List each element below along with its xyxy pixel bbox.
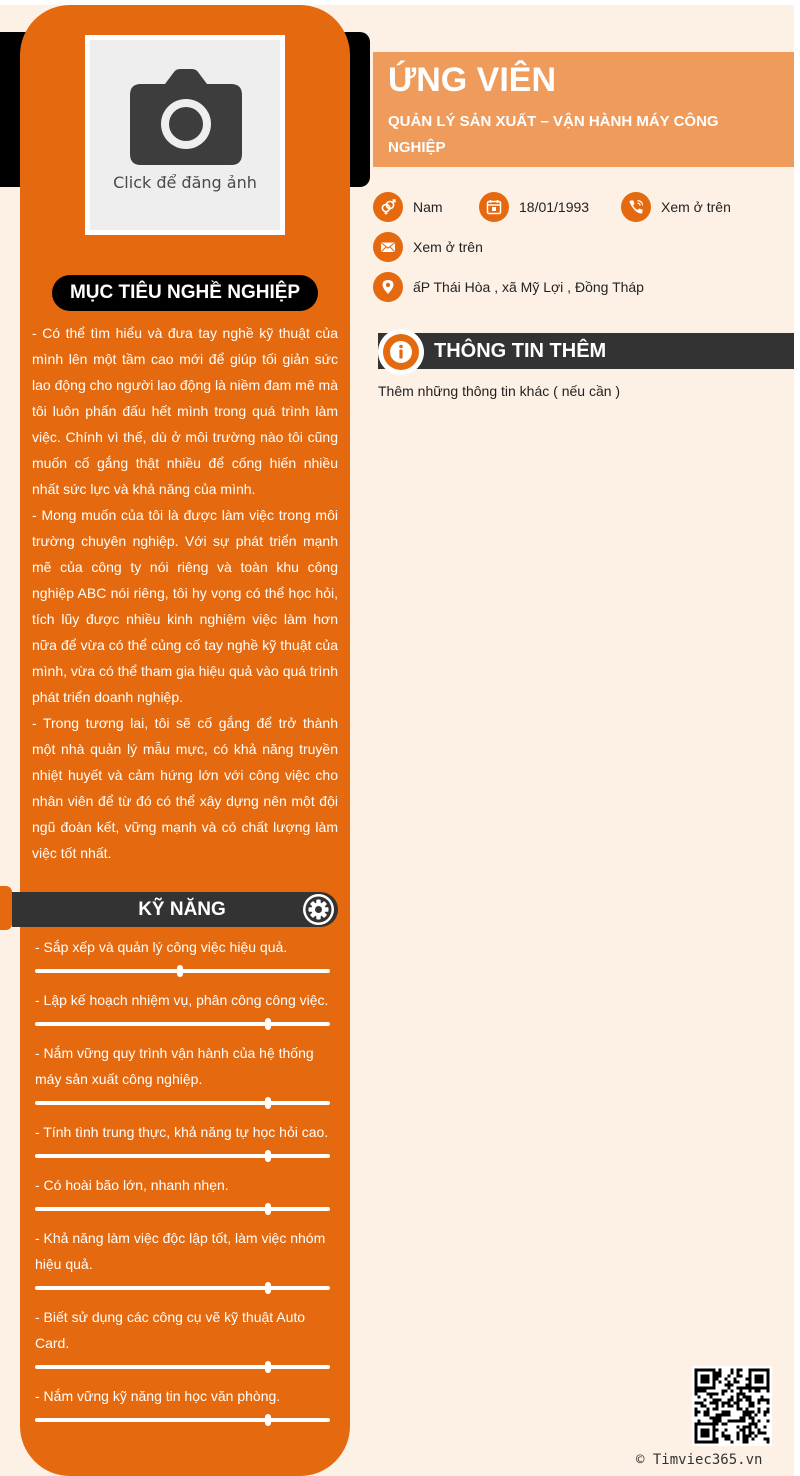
skill-label: - Sắp xếp và quản lý công việc hiệu quả.: [35, 939, 288, 955]
objective-heading: MỤC TIÊU NGHỀ NGHIỆP: [52, 275, 318, 311]
skill-label: - Có hoài bão lớn, nhanh nhẹn.: [35, 1177, 229, 1193]
slider-handle[interactable]: [265, 1282, 271, 1294]
skill-item: [35, 1304, 330, 1369]
gender-value[interactable]: Nam: [413, 199, 443, 215]
info-icon: [378, 329, 424, 375]
skill-item: [35, 934, 330, 973]
skill-item: [35, 1040, 330, 1105]
skills-heading: KỸ NĂNG: [138, 899, 226, 920]
slider-handle[interactable]: [265, 1361, 271, 1373]
objective-body: [32, 320, 338, 866]
gear-icon: [303, 894, 334, 925]
skills-header-bar: [12, 892, 338, 927]
upload-caption: Click để đăng ảnh: [113, 173, 257, 192]
skill-slider[interactable]: [35, 1286, 330, 1290]
copyright: © Timviec365.vn: [636, 1452, 763, 1468]
slider-handle[interactable]: [265, 1097, 271, 1109]
candidate-name[interactable]: ỨNG VIÊN: [388, 61, 557, 99]
slider-handle[interactable]: [265, 1150, 271, 1162]
cv-page: [0, 5, 794, 1476]
skills-list: [35, 934, 330, 1436]
extra-info-heading: THÔNG TIN THÊM: [434, 340, 607, 362]
objective-paragraph: - Mong muốn của tôi là được làm việc trong môi trường chuyên nghiệp. Với sự phát triển mạnh mẽ của công ty nói riêng và toàn khu công nghiệp ABC nói riêng, tôi hy vọng có thể học hỏi, tích lũy được nhiều kinh nghiệm việc làm hơn nữa để vừa có thể củng cố tay nghề kỹ thuật của mình, vừa có thể tham gia hiệu quả vào quá trình phát triển doanh nghiệp.: [32, 507, 338, 705]
objective-paragraph: - Có thể tìm hiểu và đưa tay nghề kỹ thuật của mình lên một tầm cao mới để giúp tối giản sức lao động cho người lao động là niềm đam mê mà tôi luôn phấn đấu hết mình trong quá trình làm việc. Chính vì thế, dù ở môi trường nào tôi cũng muốn cố gắng thật nhiều để cống hiến nhiều nhất sức lực và khả năng của mình.: [32, 325, 338, 497]
candidate-role[interactable]: QUẢN LÝ SẢN XUẤT – VẬN HÀNH MÁY CÔNG NGHIỆP: [388, 113, 719, 156]
skill-item: [35, 1119, 330, 1158]
skill-slider[interactable]: [35, 1418, 330, 1422]
phone-icon: [621, 192, 651, 222]
skill-label: - Tính tình trung thực, khả năng tự học hỏi cao.: [35, 1124, 329, 1140]
skill-label: - Khả năng làm việc độc lập tốt, làm việc nhóm hiệu quả.: [35, 1230, 326, 1272]
phone-value[interactable]: Xem ở trên: [661, 199, 731, 215]
skill-label: - Biết sử dụng các công cụ vẽ kỹ thuật Auto Card.: [35, 1309, 306, 1351]
avatar-upload[interactable]: [85, 35, 285, 235]
slider-handle[interactable]: [177, 965, 183, 977]
skill-slider[interactable]: [35, 1101, 330, 1105]
camera-icon: [129, 68, 243, 166]
section-marker: [0, 886, 12, 930]
calendar-icon: [479, 192, 509, 222]
skill-item: [35, 1225, 330, 1290]
skill-label: - Nắm vững kỹ năng tin học văn phòng.: [35, 1388, 281, 1404]
slider-handle[interactable]: [265, 1018, 271, 1030]
email-icon: [373, 232, 403, 262]
email-value[interactable]: Xem ở trên: [413, 239, 483, 255]
skill-slider[interactable]: [35, 1207, 330, 1211]
skill-slider[interactable]: [35, 969, 330, 973]
gender-icon: [373, 192, 403, 222]
skill-label: - Lập kế hoạch nhiệm vụ, phân công công việc.: [35, 992, 329, 1008]
objective-paragraph: - Trong tương lai, tôi sẽ cố gắng để trở thành một nhà quản lý mẫu mực, có khả năng truyền nhiệt huyết và cảm hứng lớn với công việc cho nhân viên để từ đó có thể xây dựng nên một đội ngũ đoàn kết, vững mạnh và có chất lượng làm việc tốt nhất.: [32, 715, 338, 861]
location-icon: [373, 272, 403, 302]
slider-handle[interactable]: [265, 1203, 271, 1215]
skill-slider[interactable]: [35, 1022, 330, 1026]
skill-item: [35, 987, 330, 1026]
skill-item: [35, 1172, 330, 1211]
birthdate-value[interactable]: 18/01/1993: [519, 199, 590, 215]
skill-slider[interactable]: [35, 1365, 330, 1369]
slider-handle[interactable]: [265, 1414, 271, 1426]
skill-label: - Nắm vững quy trình vận hành của hệ thống máy sản xuất công nghiệp.: [35, 1045, 314, 1087]
skill-item: [35, 1383, 330, 1422]
qr-code: [692, 1366, 772, 1446]
extra-info-text[interactable]: Thêm những thông tin khác ( nếu cần ): [378, 383, 621, 399]
address-value[interactable]: ấP Thái Hòa , xã Mỹ Lợi , Đồng Tháp: [413, 279, 644, 295]
skill-slider[interactable]: [35, 1154, 330, 1158]
